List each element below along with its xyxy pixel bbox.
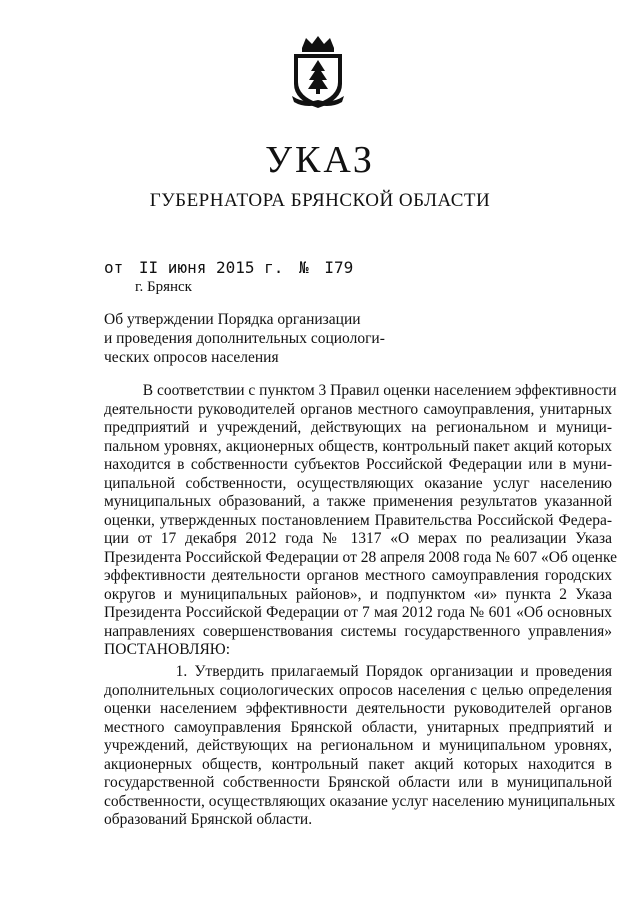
preamble-paragraph: [104, 382, 617, 660]
text-line: предприятий и учреждений, действующих на региональном и муници-: [104, 419, 612, 436]
text-line: находится в собственности субъектов Российской Федерации или в муни-: [104, 456, 612, 473]
text-line: учреждений, действующих на региональном и муниципальном уровнях,: [104, 737, 612, 754]
number-sign: №: [299, 258, 309, 277]
text-line: дополнительных социологических опросов населения с целью определения: [104, 681, 612, 699]
text-line: ципальной собственности, осуществляющих оказание услуг населению: [104, 474, 612, 492]
text-line: ПОСТАНОВЛЯЮ:: [104, 641, 231, 658]
text-line: пальном уровнях, акционерных обществ, контрольный пакет акций которых: [104, 437, 612, 455]
text-line: Президента Российской Федерации от 28 апреля 2008 года № 607 «Об оценке: [104, 548, 617, 566]
decree-number: I79: [324, 258, 354, 277]
coat-of-arms-emblem: [288, 34, 348, 112]
text-line: деятельности руководителей органов местного самоуправления, унитарных: [104, 400, 612, 418]
text-line: оценки населением эффективности деятельности руководителей органов: [104, 700, 612, 717]
text-line: местного самоуправления Брянской области, унитарных предприятий и: [104, 718, 612, 736]
text-line: округов и муниципальных районов», и подпунктом «и» пункта 2 Указа: [104, 585, 612, 603]
text-line: Президента Российской Федерации от 7 мая 2012 года № 601 «Об основных: [104, 604, 612, 621]
text-line: муниципальных образований, а также применения результатов указанной: [104, 493, 612, 510]
subject-line: и проведения дополнительных социологи-: [104, 330, 385, 347]
text-line: направлениях совершенствования системы государственного управления»: [104, 622, 612, 640]
decree-city: г. Брянск: [135, 279, 192, 295]
text-line: образований Брянской области.: [104, 811, 313, 828]
decree-date: II июня 2015 г.: [138, 258, 284, 277]
document-subtitle: ГУБЕРНАТОРА БРЯНСКОЙ ОБЛАСТИ: [149, 190, 491, 211]
date-prefix: от: [104, 258, 124, 277]
text-line: ции от 17 декабря 2012 года № 1317 «О мерах по реализации Указа: [104, 530, 612, 547]
text-line: В соответствии с пунктом 3 Правил оценки населением эффективности: [104, 382, 617, 399]
item-1-paragraph: [104, 663, 616, 830]
text-line: оценки, утвержденных постановлением Правительства Российской Федера-: [104, 511, 612, 529]
subject-line: Об утверждении Порядка организации: [104, 311, 361, 328]
text-line: эффективности деятельности органов местного самоуправления городских: [104, 567, 612, 584]
text-line: собственности, осуществляющих оказание услуг населению муниципальных: [104, 792, 616, 810]
decree-subject: [104, 310, 394, 367]
document-title: УКАЗ: [265, 139, 375, 181]
text-line: 1. Утвердить прилагаемый Порядок организации и проведения: [104, 663, 612, 680]
text-line: акционерных обществ, контрольный пакет акций которых находится в: [104, 755, 612, 773]
decree-dateline: [104, 258, 359, 277]
subject-line: ческих опросов населения: [104, 349, 279, 366]
text-line: государственной собственности Брянской области или в муниципальной: [104, 774, 612, 791]
